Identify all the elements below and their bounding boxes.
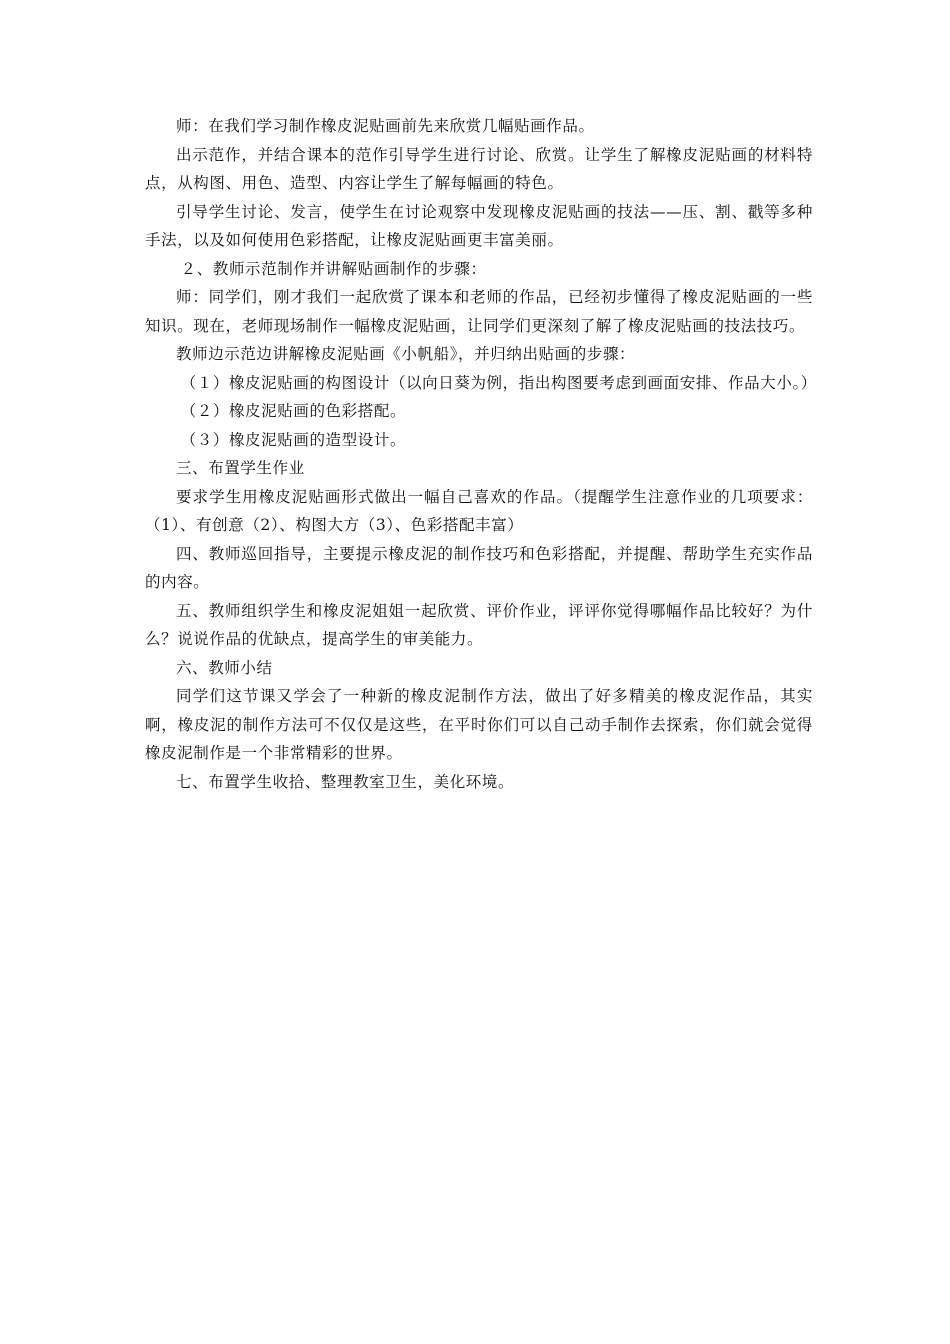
- paragraph-demo-steps-heading: ２、教师示范制作并讲解贴画制作的步骤：: [180, 259, 487, 278]
- heading-assign-homework: 三、布置学生作业: [176, 459, 305, 477]
- paragraph-evaluation: 五、教师组织学生和橡皮泥姐姐一起欣赏、评价作业，评评你觉得哪幅作品比较好？为什么？说说作品的优缺点，提高学生的审美能力。: [145, 601, 813, 648]
- paragraph-step-3: （３）橡皮泥贴画的造型设计。: [180, 430, 407, 449]
- paragraph-homework-requirements: 要求学生用橡皮泥贴画形式做出一幅自己喜欢的作品。（提醒学生注意作业的几项要求：（1）、有创意（2）、构图大方（3）、色彩搭配丰富）: [145, 487, 813, 534]
- paragraph-teacher-explain: 师：同学们，刚才我们一起欣赏了课本和老师的作品，已经初步懂得了橡皮泥贴画的一些知识。现在，老师现场制作一幅橡皮泥贴画，让同学们更深刻了解了橡皮泥贴画的技法技巧。: [145, 288, 813, 335]
- paragraph-demo-sailboat: 教师边示范边讲解橡皮泥贴画《小帆船》，并归纳出贴画的步骤：: [176, 345, 636, 363]
- paragraph-cleanup: 七、布置学生收拾、整理教室卫生，美化环境。: [176, 772, 515, 791]
- paragraph-step-1: （１）橡皮泥贴画的构图设计（以向日葵为例，指出构图要考虑到画面安排、作品大小。）: [180, 373, 817, 392]
- paragraph-summary: 同学们这节课又学会了一种新的橡皮泥制作方法，做出了好多精美的橡皮泥作品，其实啊，橡皮泥的制作方法可不仅仅是这些，在平时你们可以自己动手制作去探索，你们就会觉得橡皮泥制作是一个非常精彩的世界。: [145, 687, 813, 762]
- document-body: [145, 112, 817, 796]
- paragraph-step-2: （２）橡皮泥贴画的色彩搭配。: [180, 402, 407, 420]
- paragraph-teacher-intro: 师：在我们学习制作橡皮泥贴画前先来欣赏几幅贴画作品。: [176, 117, 595, 135]
- paragraph-show-examples: 出示范作，并结合课本的范作引导学生进行讨论、欣赏。让学生了解橡皮泥贴画的材料特点，从构图、用色、造型、内容让学生了解每幅画的特色。: [145, 145, 813, 192]
- heading-teacher-summary: 六、教师小结: [176, 658, 273, 677]
- paragraph-guide-discussion: 引导学生讨论、发言，使学生在讨论观察中发现橡皮泥贴画的技法——压、割、戳等多种手法，以及如何使用色彩搭配，让橡皮泥贴画更丰富美丽。: [145, 202, 813, 249]
- paragraph-teacher-guidance: 四、教师巡回指导，主要提示橡皮泥的制作技巧和色彩搭配，并提醒、帮助学生充实作品的内容。: [145, 544, 813, 591]
